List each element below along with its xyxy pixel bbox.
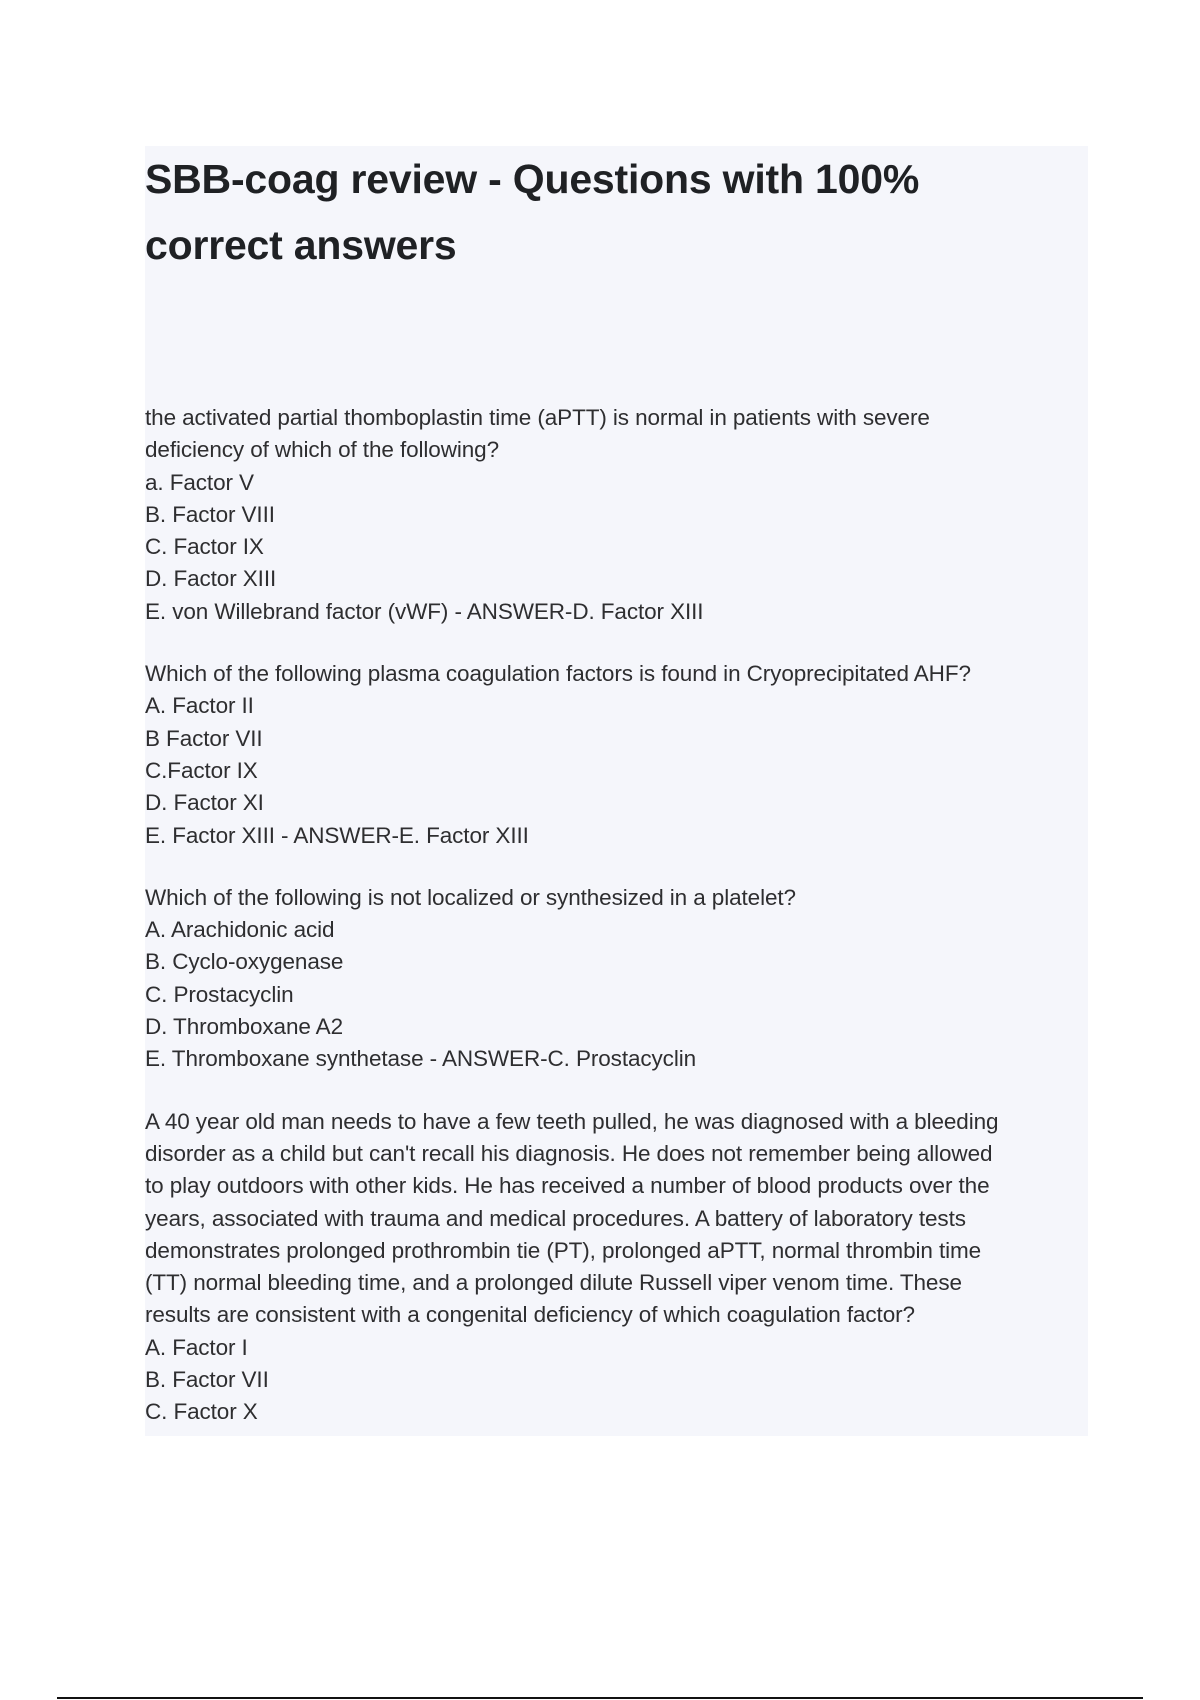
question-2-option-d: D. Factor XI	[145, 790, 264, 816]
question-1	[145, 402, 1088, 628]
question-3	[145, 882, 1088, 1076]
question-4-text-line-2: disorder as a child but can't recall his diagnosis. He does not remember being allowed	[145, 1140, 993, 1166]
question-4-text-line-5: demonstrates prolonged prothrombin tie (PT), prolonged aPTT, normal thrombin time	[145, 1237, 982, 1263]
question-3-option-e-answer: E. Thromboxane synthetase - ANSWER-C. Prostacyclin	[145, 1046, 697, 1072]
question-1-option-e-answer: E. von Willebrand factor (vWF) - ANSWER-D. Factor XIII	[145, 598, 704, 624]
question-1-text-line-1: the activated partial thomboplastin time (aPTT) is normal in patients with severe	[145, 405, 930, 430]
question-4-text-line-1: A 40 year old man needs to have a few teeth pulled, he was diagnosed with a bleeding	[145, 1108, 999, 1134]
question-3-option-d: D. Thromboxane A2	[145, 1014, 343, 1040]
question-1-option-c: C. Factor IX	[145, 534, 264, 560]
question-3-option-a: A. Arachidonic acid	[145, 917, 335, 943]
question-4-text-line-3: to play outdoors with other kids. He has received a number of blood products over the	[145, 1173, 990, 1199]
question-1-option-a: a. Factor V	[145, 469, 254, 495]
question-4-option-a: A. Factor I	[145, 1334, 248, 1360]
question-3-option-c: C. Prostacyclin	[145, 981, 294, 1007]
document-content	[145, 146, 1088, 1436]
question-3-text: Which of the following is not localized or synthesized in a platelet?	[145, 884, 796, 910]
document-title	[145, 146, 1088, 278]
question-4-option-b: B. Factor VII	[145, 1367, 269, 1393]
question-2-text: Which of the following plasma coagulation factors is found in Cryoprecipitated AHF?	[145, 661, 971, 687]
question-1-text-line-2: deficiency of which of the following?	[145, 437, 500, 463]
question-4-text-line-7: results are consistent with a congenital deficiency of which coagulation factor?	[145, 1302, 915, 1328]
question-4-text	[145, 1106, 1088, 1332]
question-list	[145, 402, 1088, 1459]
question-2	[145, 658, 1088, 852]
document-title-line-1: SBB-coag review - Questions with 100%	[145, 156, 920, 202]
question-2-option-a: A. Factor II	[145, 693, 254, 719]
document-title-line-2: correct answers	[145, 222, 457, 268]
question-4-option-c: C. Factor X	[145, 1399, 258, 1425]
question-2-option-c: C.Factor IX	[145, 757, 258, 783]
question-1-option-d: D. Factor XIII	[145, 566, 277, 592]
question-4	[145, 1106, 1088, 1429]
question-2-option-b: B Factor VII	[145, 725, 263, 751]
question-4-text-line-6: (TT) normal bleeding time, and a prolonged dilute Russell viper venom time. These	[145, 1270, 962, 1296]
question-4-text-line-4: years, associated with trauma and medical procedures. A battery of laboratory tests	[145, 1205, 966, 1231]
question-1-text	[145, 402, 1088, 467]
question-3-option-b: B. Cyclo-oxygenase	[145, 949, 344, 975]
footer-divider	[57, 1697, 1143, 1699]
question-1-option-b: B. Factor VIII	[145, 501, 275, 527]
question-2-option-e-answer: E. Factor XIII - ANSWER-E. Factor XIII	[145, 822, 529, 848]
